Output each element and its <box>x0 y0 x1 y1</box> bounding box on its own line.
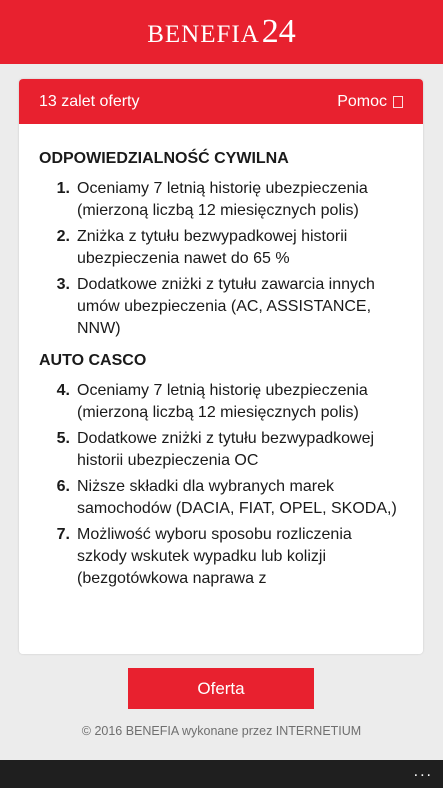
item-text: Niższe składki dla wybranych marek samochodów (DACIA, FIAT, OPEL, SKODA,) <box>77 478 397 517</box>
section-title-oc: ODPOWIEDZIALNOŚĆ CYWILNA <box>39 150 289 167</box>
benefia-logo <box>147 13 296 51</box>
section-title-ac: AUTO CASCO <box>39 352 147 369</box>
item-text: Dodatkowe zniżki z tytułu zawarcia innych umów ubezpieczenia (AC, ASSISTANCE, NNW) <box>77 276 375 337</box>
help-icon <box>393 96 403 108</box>
item-text: Możliwość wyboru sposobu rozliczenia szkody wskutek wypadku lub kolizji (bezgotówkowa naprawa z <box>77 526 352 587</box>
scroll-fade <box>19 594 423 654</box>
list-item <box>39 380 403 424</box>
list-item <box>39 428 403 472</box>
help-button[interactable] <box>337 93 403 111</box>
list-item <box>39 476 403 520</box>
item-text: Oceniamy 7 letnią historię ubezpieczenia (mierzoną liczbą 12 miesięcznych polis) <box>77 180 368 219</box>
item-text: Oceniamy 7 letnią historię ubezpieczenia (mierzoną liczbą 12 miesięcznych polis) <box>77 382 368 421</box>
card-title: 13 zalet oferty <box>39 92 140 110</box>
top-bar <box>0 0 443 64</box>
more-options-button[interactable]: ... <box>413 763 433 780</box>
card-header <box>19 79 423 124</box>
footer-copyright: © 2016 BENEFIA wykonane przez INTERNETIUM <box>81 724 362 738</box>
advantages-list-scroll[interactable] <box>19 124 423 654</box>
offer-button[interactable]: Oferta <box>128 668 314 709</box>
advantages-list-ac <box>39 380 403 590</box>
item-number: 7. <box>56 526 70 543</box>
logo-number: 24 <box>261 13 296 50</box>
item-number: 1. <box>56 180 70 197</box>
item-number: 2. <box>56 228 70 245</box>
list-item <box>39 226 403 270</box>
advantages-card <box>19 79 423 654</box>
item-number: 3. <box>56 276 70 293</box>
logo-text: BENEFIA <box>147 21 260 48</box>
list-item <box>39 274 403 340</box>
advantages-list-oc <box>39 178 403 340</box>
app-bar <box>0 760 443 788</box>
list-item <box>39 178 403 222</box>
item-text: Dodatkowe zniżki z tytułu bezwypadkowej historii ubezpieczenia OC <box>77 430 375 469</box>
list-item <box>39 524 403 590</box>
help-label: Pomoc <box>337 92 387 110</box>
item-number: 4. <box>56 382 70 399</box>
item-number: 6. <box>56 478 70 495</box>
item-number: 5. <box>56 430 70 447</box>
item-text: Zniżka z tytułu bezwypadkowej historii ubezpieczenia nawet do 65 % <box>77 228 348 267</box>
